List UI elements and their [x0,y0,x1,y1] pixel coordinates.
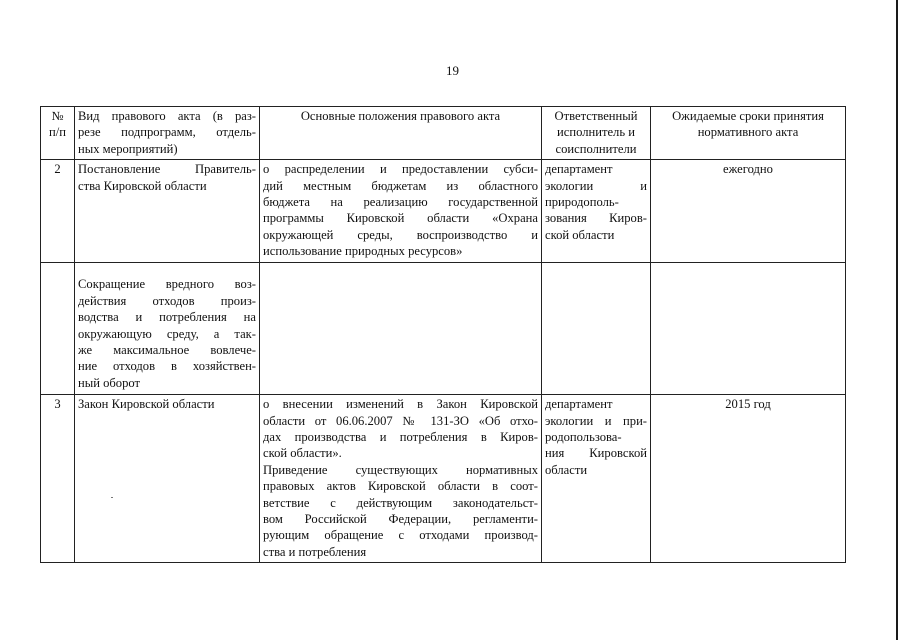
cell-line: департамент [545,162,613,177]
cell-line: Сокращение вредного воз- [78,277,256,292]
table-row [41,395,846,563]
cell-line: экологии и при- [545,413,647,428]
cell-line: окружающей среды, воспроизводство и [263,227,538,242]
header-act-type-line: резе подпрограмм, отдель- [78,125,256,140]
cell-deadline [651,263,846,395]
cell-line: области [545,462,588,477]
cell-line: водства и потребления на [78,310,256,325]
cell-line: дах производства и потребления в Киров- [263,430,538,445]
header-num [41,107,75,160]
header-responsible [542,107,651,160]
cell-line: Постановление Правитель- [78,162,256,177]
cell-line: Закон Кировской области [78,397,215,412]
header-responsible-line: Ответственный [554,109,638,123]
cell-line: природополь- [545,195,619,210]
header-deadline-line: Ожидаемые сроки принятия [672,109,824,123]
header-deadline [651,107,846,160]
cell-line: ние отходов в хозяйствен- [78,359,256,374]
cell-line: о распределении и предоставлении субси- [263,162,538,177]
page-number: 19 [446,63,459,78]
table-header-row [41,107,846,160]
cell-line: ния Кировской [545,446,647,461]
cell-line: зования Киров- [545,211,647,226]
cell-responsible [542,160,651,263]
cell-line: департамент [545,397,613,412]
cell-line: правовых актов Кировской области в соот- [263,479,538,494]
cell-line: области от 06.06.2007 № 131-ЗО «Об отхо- [263,413,538,428]
header-act-type-line: ных мероприятий) [78,141,178,156]
cell-line: о внесении изменений в Закон Кировской [263,397,538,412]
cell-line: действия отходов произ- [78,293,256,308]
cell-act-type [75,160,260,263]
cell-line: бюджета на реализацию государственной [263,195,538,210]
header-act-type-line: Вид правового акта (в раз- [78,109,256,123]
cell-provisions [260,395,542,563]
header-provisions: Основные положения правового акта [260,107,542,160]
cell-deadline: ежегодно [651,160,846,263]
cell-line: ный оборот [78,375,141,390]
header-responsible-line: исполнитель и [557,125,635,140]
cell-act-type [75,263,260,395]
cell-line: родопользова- [545,430,622,445]
cell-line: Приведение существующих нормативных [263,462,538,477]
cell-num [41,263,75,395]
header-responsible-line: соисполнители [555,141,637,156]
cell-num: 3 [41,395,75,563]
page-edge-line [896,0,898,640]
cell-line: рующим обращение с отходами производ- [263,528,538,543]
cell-provisions [260,263,542,395]
cell-responsible [542,395,651,563]
cell-line: использование природных ресурсов» [263,244,463,259]
cell-line: ства и потребления [263,544,367,559]
cell-line: вом Российской Федерации, регламенти- [263,512,538,527]
legal-acts-table [40,106,846,563]
cell-line: ветствие с действующим законодательст- [263,495,538,510]
header-num-line: № [51,109,64,123]
cell-line: программы Кировской области «Охрана [263,211,538,226]
cell-line: же максимальное вовлече- [78,343,256,357]
cell-line: ской области». [263,446,342,461]
scan-speck [111,497,113,498]
table-row [41,160,846,263]
cell-deadline: 2015 год [651,395,846,563]
header-num-line: п/п [49,125,66,140]
header-act-type [75,107,260,160]
cell-line: окружающую среду, а так- [78,326,256,341]
cell-line: ства Кировской области [78,178,207,193]
table-row [41,263,846,395]
cell-line: дий местным бюджетам из областного [263,178,538,193]
cell-line: ской области [545,227,615,242]
cell-responsible [542,263,651,395]
header-deadline-line: нормативного акта [697,125,799,140]
cell-provisions [260,160,542,263]
cell-num: 2 [41,160,75,263]
cell-act-type [75,395,260,563]
cell-line: экологии и [545,178,647,193]
